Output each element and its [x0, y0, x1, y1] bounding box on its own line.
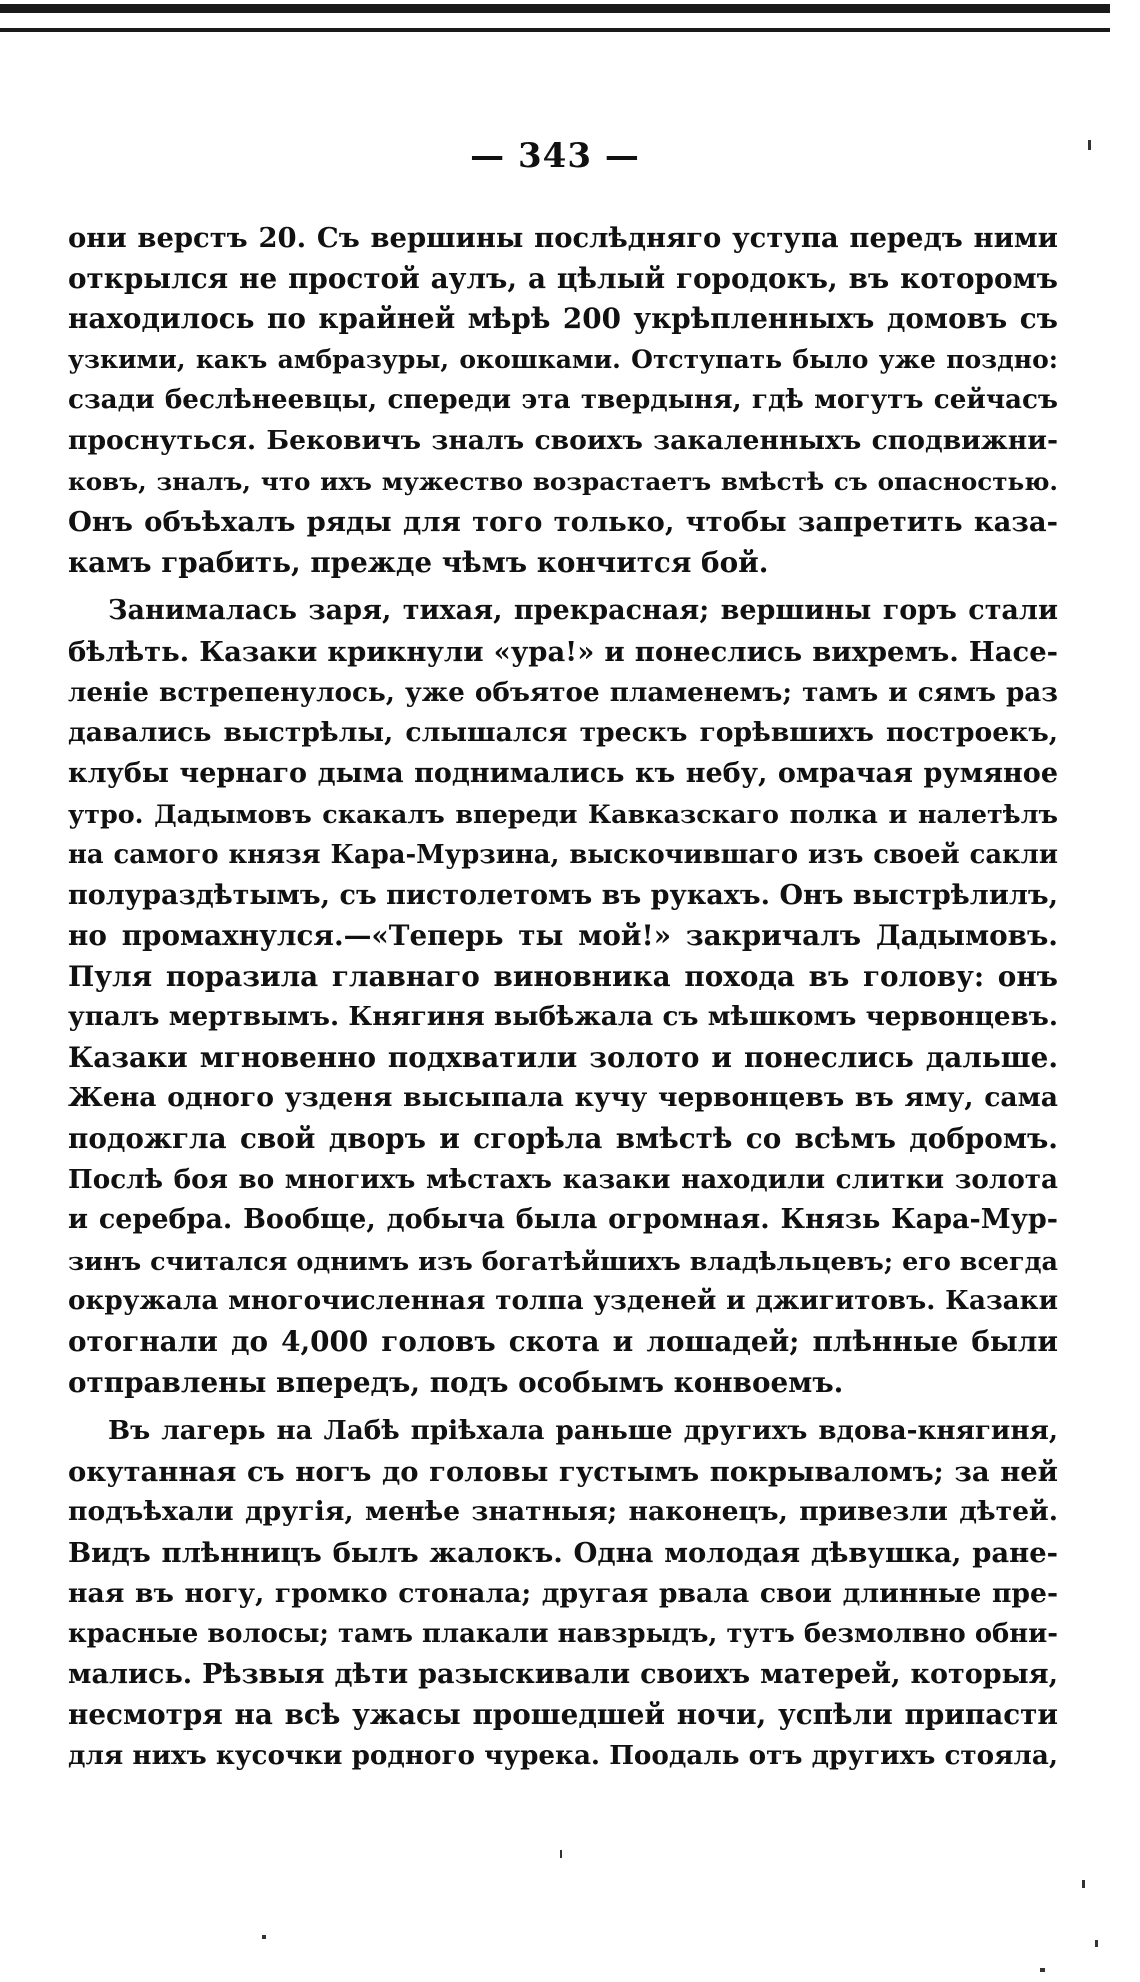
text-line: зинъ считался однимъ изъ богатѣйшихъ владѣльцевъ; его всегда: [68, 1245, 1058, 1276]
paragraph-3: [68, 1411, 1058, 1776]
text-line: Въ лагерь на Лабѣ пріѣхала раньше другихъ вдова-княгиня,: [108, 1415, 1058, 1447]
page-body: [68, 218, 1058, 1777]
text-line: упалъ мертвымъ. Княгиня выбѣжала съ мѣшкомъ червонцевъ.: [68, 1001, 1058, 1033]
text-line: подожгла свой дворъ и сгорѣла вмѣстѣ со всѣмъ добромъ.: [68, 1122, 1058, 1156]
text-line: подъѣхали другія, менѣе знатныя; наконецъ, привезли дѣтей.: [68, 1496, 1058, 1528]
text-line: Занималась заря, тихая, прекрасная; вершины горъ стали: [108, 595, 1058, 627]
text-line: Видъ плѣнницъ былъ жалокъ. Одна молодая дѣвушка, ране-: [68, 1537, 1058, 1569]
text-line: клубы чернаго дыма поднимались къ небу, омрачая румяное: [68, 757, 1058, 789]
text-line: Послѣ боя во многихъ мѣстахъ казаки находили слитки золота: [68, 1163, 1058, 1195]
scan-speck: [262, 1935, 266, 1939]
text-line: сзади беслѣнеевцы, спереди эта твердыня, гдѣ могутъ сейчасъ: [68, 384, 1058, 416]
text-line: отогнали до 4,000 головъ скота и лошадей; плѣнные были: [68, 1325, 1058, 1359]
text-line: полураздѣтымъ, съ пистолетомъ въ рукахъ. Онъ выстрѣлилъ,: [68, 879, 1058, 911]
text-line: Казаки мгновенно подхватили золото и понеслись дальше.: [68, 1040, 1058, 1074]
text-line: несмотря на всѣ ужасы прошедшей ночи, успѣли припасти: [68, 1698, 1058, 1732]
text-line: окутанная съ ногъ до головы густымъ покрываломъ; за ней: [68, 1455, 1058, 1488]
scan-speck: [560, 1850, 562, 1858]
text-line: на самого князя Кара-Мурзина, выскочившаго изъ своей сакли: [68, 839, 1058, 870]
top-rule-thin: [0, 28, 1110, 32]
scan-speck: [1095, 1940, 1098, 1947]
top-rule: [0, 4, 1110, 13]
text-line: леніе встрепенулось, уже объятое пламенемъ; тамъ и сямъ раз: [68, 676, 1058, 708]
text-line: и серебра. Вообще, добыча была огромная. Князь Кара-Мур-: [68, 1204, 1058, 1236]
text-line: утро. Дадымовъ скакалъ впереди Кавказскаго полка и налетѣлъ: [68, 799, 1058, 830]
text-line: проснуться. Бековичъ зналъ своихъ закаленныхъ сподвижни-: [68, 424, 1058, 456]
text-line: ная въ ногу, громко стонала; другая рвала свои длинные пре-: [68, 1577, 1058, 1609]
text-line: красные волосы; тамъ плакали навзрыдъ, тутъ безмолвно обни-: [68, 1619, 1058, 1650]
text-line: окружала многочисленная толпа узденей и джигитовъ. Казаки: [68, 1285, 1058, 1317]
paragraph-2: [68, 591, 1058, 1403]
paragraph-1: [68, 218, 1058, 583]
text-line: они верстъ 20. Съ вершины послѣдняго уступа передъ ними: [68, 222, 1058, 254]
text-line: мались. Рѣзвыя дѣти разыскивали своихъ матерей, которыя,: [68, 1658, 1058, 1690]
scan-speck: [1088, 140, 1091, 150]
text-line: находилось по крайней мѣрѣ 200 укрѣпленныхъ домовъ съ: [68, 302, 1058, 336]
text-line: для нихъ кусочки родного чурека. Поодаль отъ другихъ стояла,: [68, 1739, 1058, 1771]
text-line: давались выстрѣлы, слышался трескъ горѣвшихъ построекъ,: [68, 717, 1058, 749]
text-line: отправлены впередъ, подъ особымъ конвоемъ.: [68, 1365, 844, 1399]
text-line: Жена одного узденя высыпала кучу червонцевъ въ яму, сама: [68, 1082, 1058, 1114]
scan-speck: [1082, 1880, 1085, 1888]
text-line: ковъ, зналъ, что ихъ мужество возрастаетъ вмѣстѣ съ опасностью.: [68, 466, 1058, 496]
text-line: камъ грабить, прежде чѣмъ кончится бой.: [68, 545, 769, 579]
text-line: Пуля поразила главнаго виновника похода въ голову: онъ: [68, 959, 1058, 993]
scan-speck: [1040, 1968, 1045, 1972]
text-line: но промахнулся.—«Теперь ты мой!» закричалъ Дадымовъ.: [68, 919, 1058, 953]
text-line: Онъ объѣхалъ ряды для того только, чтобы запретить каза-: [68, 506, 1058, 539]
text-line: узкими, какъ амбразуры, окошками. Отступать было уже поздно:: [68, 344, 1058, 374]
text-line: бѣлѣть. Казаки крикнули «ура!» и понеслись вихремъ. Насе-: [68, 635, 1058, 668]
page-number: — 343 —: [470, 136, 640, 176]
text-line: открылся не простой аулъ, а цѣлый городокъ, въ которомъ: [68, 261, 1058, 295]
